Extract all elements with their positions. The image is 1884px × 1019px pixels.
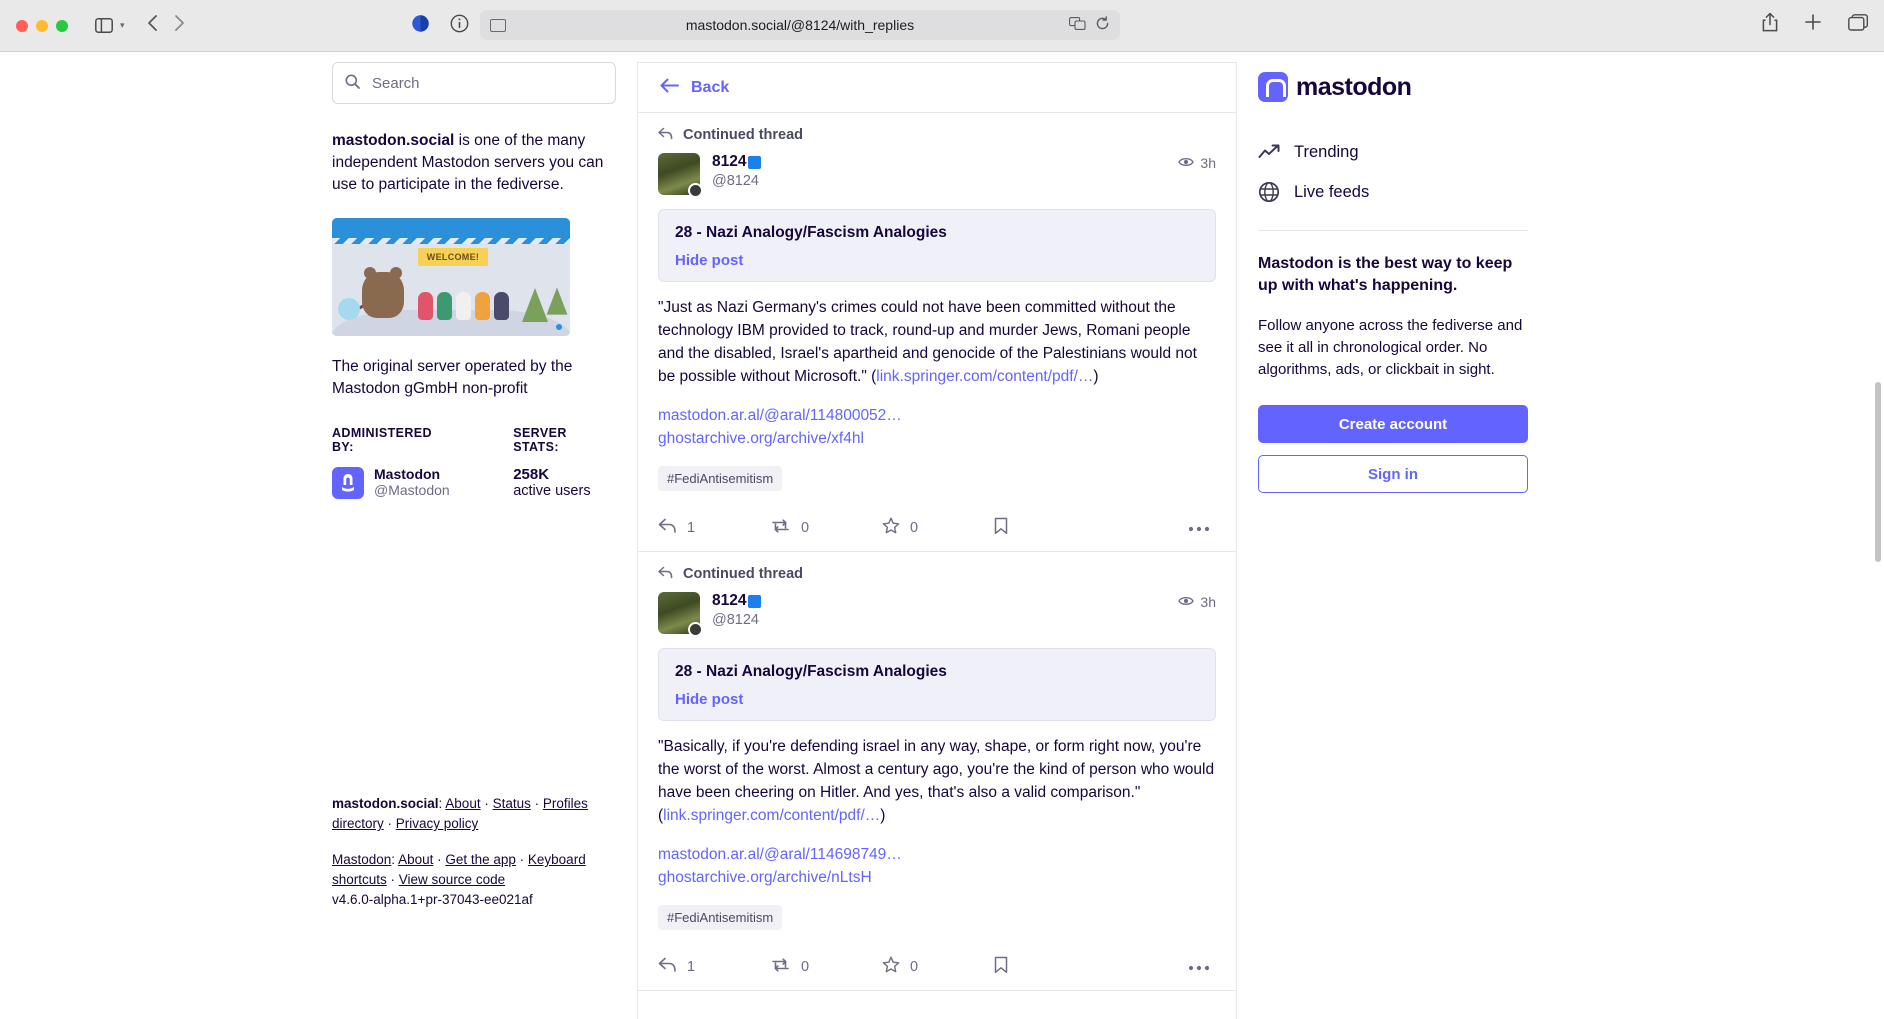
post-header [658,153,1216,195]
reply-button[interactable] [658,518,770,539]
content-warning-title: 28 - Nazi Analogy/Fascism Analogies [675,224,947,241]
avatar[interactable] [658,153,700,195]
back-label: Back [691,78,730,96]
boost-button[interactable] [770,957,882,978]
author-handle: @8124 [712,612,759,628]
privacy-report-icon[interactable] [411,14,430,38]
search-icon [345,74,360,93]
author-display-name[interactable] [712,153,761,171]
more-options-button[interactable] [1188,519,1216,537]
reply-count: 1 [687,959,696,975]
server-about-text [332,130,616,196]
server-stats-section [332,426,616,499]
eye-icon [1178,594,1194,610]
admin-account[interactable] [332,466,457,499]
post-actions [658,944,1216,990]
footer-server-name: mastodon.social [332,796,439,811]
footer-link-privacy-policy[interactable]: Privacy policy [395,816,479,831]
post-link-2[interactable]: ghostarchive.org/archive/xf4hl [658,430,864,447]
post-body-text: "Just as Nazi Germany's crimes could not have been committed without the technology IBM provided to track, round-up and murder Jews, Romani people and the disabled, Israel's apartheid and genocide of the Palestinians would not be possible without Microsoft." ( [658,299,1197,385]
left-sidebar [332,62,616,499]
star-icon [882,956,900,978]
post-body-link[interactable]: link.springer.com/content/pdf/… [663,807,881,824]
boost-count: 0 [801,959,810,975]
hashtag-row [658,905,1216,930]
reply-thread-icon [658,127,673,143]
status-post[interactable] [638,113,1236,552]
post-body-suffix: ) [1093,368,1099,385]
boost-count: 0 [801,520,810,536]
favourite-count: 0 [910,520,919,536]
browser-toolbar [0,0,1884,52]
page-content [0,52,1884,1019]
admin-display-name: Mastodon [374,466,441,482]
continued-thread-label [658,127,1216,143]
trending-up-icon [1258,141,1280,163]
more-options-button[interactable] [1188,958,1216,976]
content-warning-box [658,209,1216,282]
back-arrow-icon [660,78,679,98]
boost-icon [770,957,791,978]
avatar-badge-icon [688,622,703,637]
bear-illustration [362,272,404,318]
reply-thread-icon [658,566,673,582]
post-link-2[interactable]: ghostarchive.org/archive/nLtsH [658,869,872,886]
bookmark-icon [994,956,1008,979]
timestamp-text: 3h [1200,594,1216,610]
avatar[interactable] [658,592,700,634]
avatar-badge-icon [688,183,703,198]
post-link-1[interactable]: mastodon.ar.al/@aral/114800052… [658,407,902,424]
signup-pitch-body: Follow anyone across the fediverse and see it all in chronological order. No algorithms, ads, or clickbait in sight. [1258,317,1523,378]
footer-line-server: mastodon.social: About · Status · Profiles directory · Privacy policy [332,796,588,831]
bookmark-icon [994,517,1008,540]
footer-link-status[interactable]: Status [492,796,531,811]
blue-square-emoji-icon [748,156,761,169]
hide-post-toggle[interactable]: Hide post [675,252,744,269]
continued-thread-text: Continued thread [683,566,804,582]
nav-item-live-feeds[interactable] [1258,172,1528,212]
post-actions [658,505,1216,551]
search-field[interactable] [370,74,603,93]
author-name-text: 8124 [712,592,747,609]
bookmark-button[interactable] [994,956,1114,979]
sidebar-toggle-icon[interactable] [90,14,118,38]
signup-pitch-heading: Mastodon is the best way to keep up with what's happening. [1258,255,1513,294]
reply-icon [658,518,677,539]
content-warning-title: 28 - Nazi Analogy/Fascism Analogies [675,663,947,680]
sidebar-footer [332,794,622,910]
divider [1258,230,1528,231]
info-icon[interactable] [450,14,469,38]
nav-item-trending-label: Trending [1294,142,1359,161]
nav-item-live-feeds-label: Live feeds [1294,182,1370,201]
chevron-down-icon[interactable]: ▾ [120,20,125,30]
right-sidebar [1258,62,1528,493]
url-text: mastodon.social/@8124/with_replies [685,17,915,33]
mastodon-logo-text: mastodon [1296,72,1412,101]
avatar [332,467,364,499]
back-arrow-icon[interactable] [147,14,159,37]
timestamp-text: 3h [1200,155,1216,171]
window-controls[interactable] [16,20,68,32]
footer-link-profiles-directory[interactable]: Profiles directory [332,796,588,831]
blue-square-emoji-icon [748,595,761,608]
continued-thread-text: Continued thread [683,127,804,143]
footer-link-about[interactable]: About [445,796,481,811]
favourite-button[interactable] [882,956,994,978]
mastodon-logo[interactable] [1258,72,1528,102]
forward-arrow-icon[interactable] [173,14,185,37]
author-name-text: 8124 [712,153,747,170]
welcome-banner: WELCOME! [418,248,488,266]
post-body-link[interactable]: link.springer.com/content/pdf/… [876,368,1094,385]
status-post[interactable] [638,552,1236,991]
hashtag-chip[interactable]: #FediAntisemitism [658,466,782,491]
reply-icon [658,957,677,978]
bookmark-button[interactable] [994,517,1114,540]
boost-button[interactable] [770,518,882,539]
hide-post-toggle[interactable]: Hide post [675,691,744,708]
footer-link-get-the-app[interactable]: Get the app [445,852,516,867]
post-links [658,404,1216,450]
tab-overview-icon[interactable] [1848,14,1868,36]
share-icon[interactable] [1762,12,1778,37]
version-string: v4.6.0-alpha.1+pr-37043-ee021af [332,892,533,907]
address-bar[interactable] [480,10,1120,40]
reload-icon[interactable] [1095,16,1110,34]
create-account-button[interactable]: Create account [1258,405,1528,443]
server-name: mastodon.social [332,132,455,149]
boost-icon [770,518,791,539]
server-stats-block [513,426,616,499]
globe-icon [1258,181,1280,203]
hashtag-row [658,466,1216,491]
close-window-button[interactable] [16,20,28,32]
post-body-suffix: ) [880,807,886,824]
right-nav [1258,132,1528,212]
back-button[interactable] [638,63,1236,113]
active-users-count: 258K [513,466,550,483]
reader-view-icon[interactable] [490,19,506,32]
star-icon [882,517,900,539]
new-tab-icon[interactable] [1804,13,1822,36]
server-about-rest: is one of the many independent Mastodon servers you can use to participate in the fediverse. [332,132,604,193]
administered-by-block [332,426,457,499]
post-links [658,843,1216,889]
author-display-name[interactable] [712,592,761,610]
nav-item-trending[interactable] [1258,132,1528,172]
footer-link-view-source-code[interactable]: View source code [398,872,506,887]
favourite-count: 0 [910,959,919,975]
server-illustration [332,218,570,336]
server-description: The original server operated by the Mastodon gGmbH non-profit [332,358,573,397]
more-options-icon [1188,519,1210,537]
continued-thread-label [658,566,1216,582]
post-body [658,296,1216,388]
main-column [637,62,1237,1019]
author-handle: @8124 [712,173,759,189]
footer-line-mastodon: Mastodon: About · Get the app · Keyboard shortcuts · View source code v4.6.0-alpha.1+pr-37043-ee021af [332,850,622,910]
active-users-label: active users [513,483,591,499]
page-scrollbar[interactable] [1875,382,1881,562]
translate-icon[interactable] [1069,17,1086,33]
administered-by-label: ADMINISTERED BY: [332,426,432,454]
favourite-button[interactable] [882,517,994,539]
post-timestamp[interactable] [1178,155,1216,171]
post-timestamp[interactable] [1178,594,1216,610]
eye-icon [1178,155,1194,171]
reply-button[interactable] [658,957,770,978]
post-link-1[interactable]: mastodon.ar.al/@aral/114698749… [658,846,902,863]
post-header [658,592,1216,634]
more-options-icon [1188,958,1210,976]
maximize-window-button[interactable] [56,20,68,32]
minimize-window-button[interactable] [36,20,48,32]
search-input[interactable] [332,62,616,104]
post-body [658,735,1216,827]
hashtag-chip[interactable]: #FediAntisemitism [658,905,782,930]
footer-link-mastodon-about[interactable]: About [398,852,434,867]
mastodon-logo-icon [1258,72,1288,102]
footer-link-keyboard-shortcuts[interactable]: Keyboard shortcuts [332,852,586,887]
post-body-text: "Basically, if you're defending israel in any way, shape, or form right now, you're the worst of the worst. Almost a century ago, you're the kind of person who would have been cheering on Hitler. And yes, that's also a valid comparison." ( [658,738,1215,824]
admin-handle: @Mastodon [374,482,450,498]
content-warning-box [658,648,1216,721]
reply-count: 1 [687,520,696,536]
server-stats-label: SERVER STATS: [513,426,567,454]
sign-in-button[interactable]: Sign in [1258,455,1528,493]
footer-mastodon-label[interactable]: Mastodon [332,852,392,867]
